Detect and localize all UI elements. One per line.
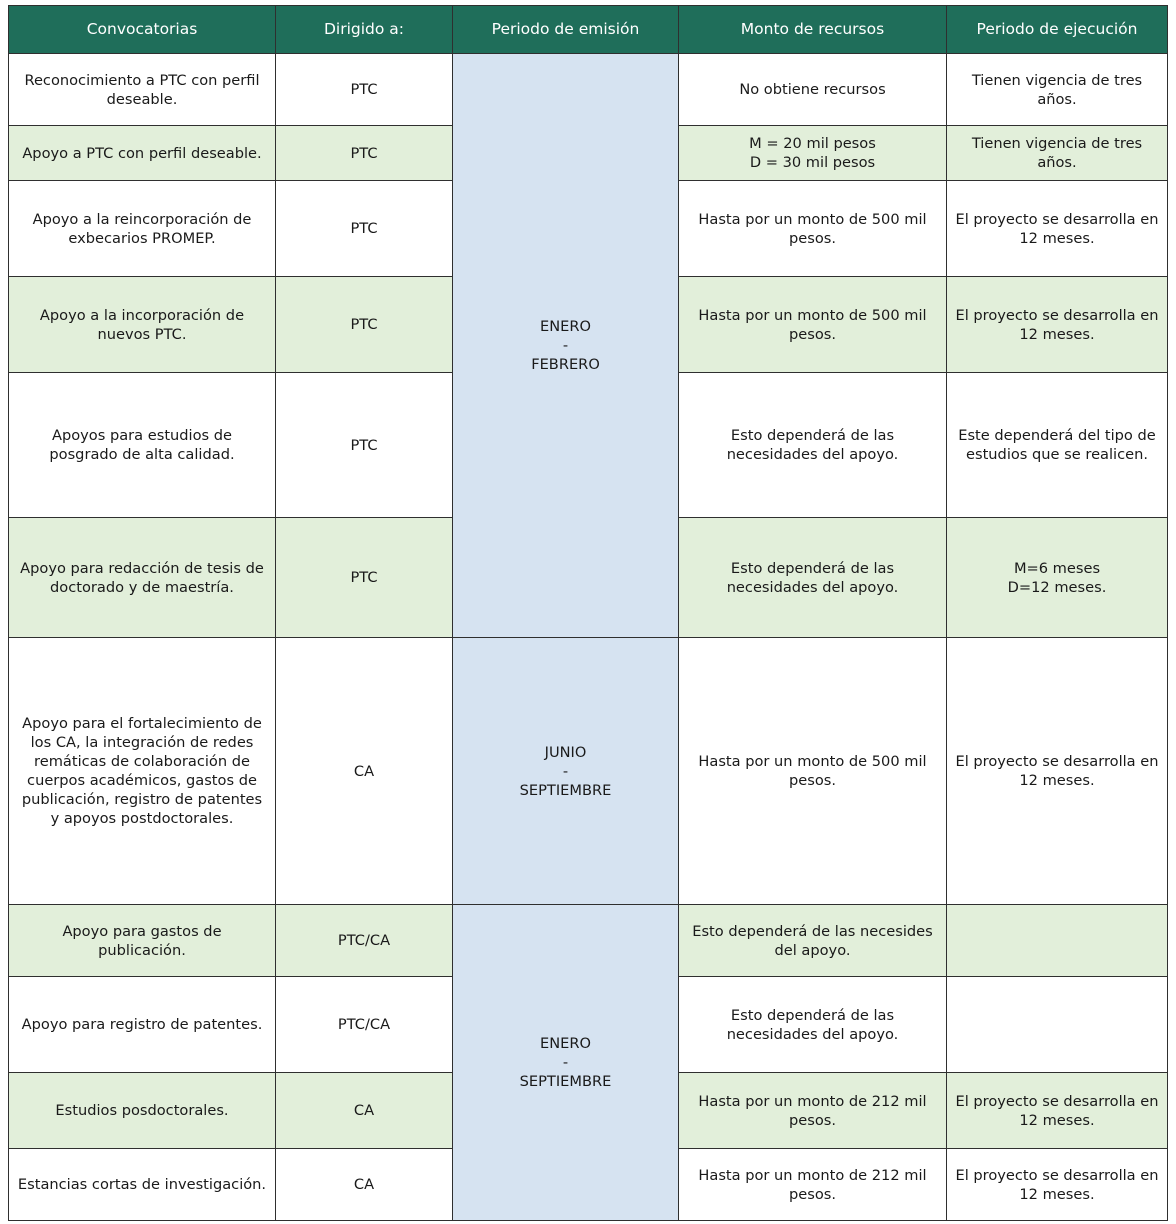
cell-dirigido: CA [276, 1149, 453, 1221]
cell-monto: Esto dependerá de las necesidades del apoyo. [679, 373, 947, 518]
cell-convocatoria: Apoyo para redacción de tesis de doctorado y de maestría. [9, 518, 276, 638]
cell-ejecucion: El proyecto se desarrolla en 12 meses. [947, 638, 1168, 905]
cell-ejecucion: Este dependerá del tipo de estudios que se realicen. [947, 373, 1168, 518]
cell-convocatoria: Apoyo para el fortalecimiento de los CA, la integración de redes remáticas de colaboración de cuerpos académicos, gastos de publicación, registro de patentes y apoyos postdoctorales. [9, 638, 276, 905]
period-line: - [562, 762, 569, 780]
cell-dirigido: CA [276, 638, 453, 905]
ejecucion-line: M=6 meses [1013, 559, 1101, 577]
cell-monto: Hasta por un monto de 212 mil pesos. [679, 1149, 947, 1221]
header-monto: Monto de recursos [679, 6, 947, 54]
cell-monto: Esto dependerá de las necesidades del apoyo. [679, 518, 947, 638]
cell-monto: Hasta por un monto de 500 mil pesos. [679, 277, 947, 373]
cell-monto: Esto dependerá de las necesidades del apoyo. [679, 977, 947, 1073]
cell-dirigido: CA [276, 1073, 453, 1149]
cell-convocatoria: Estancias cortas de investigación. [9, 1149, 276, 1221]
period-line: ENERO [540, 318, 591, 335]
period-line: - [562, 1054, 569, 1071]
period-line: SEPTIEMBRE [519, 1073, 612, 1090]
monto-line: D = 30 mil pesos [749, 154, 876, 171]
table-row [9, 905, 1168, 977]
period-line: FEBRERO [531, 356, 600, 373]
cell-dirigido: PTC [276, 54, 453, 126]
cell-convocatoria: Apoyo para gastos de publicación. [9, 905, 276, 977]
header-periodo-ejecucion: Periodo de ejecución [947, 6, 1168, 54]
cell-dirigido: PTC [276, 518, 453, 638]
cell-convocatoria: Apoyo a PTC con perfil deseable. [9, 126, 276, 181]
header-row [9, 6, 1168, 54]
header-dirigido: Dirigido a: [276, 6, 453, 54]
cell-periodo-junio-septiembre [453, 638, 679, 905]
cell-monto: Hasta por un monto de 500 mil pesos. [679, 181, 947, 277]
period-line: SEPTIEMBRE [519, 781, 612, 799]
cell-ejecucion: Tienen vigencia de tres años. [947, 126, 1168, 181]
cell-dirigido: PTC [276, 126, 453, 181]
cell-ejecucion [947, 518, 1168, 638]
cell-convocatoria: Apoyo para registro de patentes. [9, 977, 276, 1073]
cell-convocatoria: Estudios posdoctorales. [9, 1073, 276, 1149]
cell-dirigido: PTC [276, 181, 453, 277]
cell-convocatoria: Apoyo a la reincorporación de exbecarios PROMEP. [9, 181, 276, 277]
period-line: - [562, 337, 569, 354]
cell-dirigido: PTC [276, 277, 453, 373]
cell-monto: Hasta por un monto de 212 mil pesos. [679, 1073, 947, 1149]
cell-dirigido: PTC/CA [276, 905, 453, 977]
convocatorias-table [8, 5, 1168, 1221]
cell-ejecucion [947, 905, 1168, 977]
cell-ejecucion: El proyecto se desarrolla en 12 meses. [947, 181, 1168, 277]
monto-line: M = 20 mil pesos [749, 135, 876, 152]
cell-ejecucion: Tienen vigencia de tres años. [947, 54, 1168, 126]
cell-ejecucion [947, 977, 1168, 1073]
cell-periodo-enero-septiembre [453, 905, 679, 1221]
cell-convocatoria: Reconocimiento a PTC con perfil deseable. [9, 54, 276, 126]
header-convocatorias: Convocatorias [9, 6, 276, 54]
table-row [9, 638, 1168, 905]
cell-ejecucion: El proyecto se desarrolla en 12 meses. [947, 277, 1168, 373]
cell-convocatoria: Apoyos para estudios de posgrado de alta calidad. [9, 373, 276, 518]
cell-dirigido: PTC/CA [276, 977, 453, 1073]
cell-monto [679, 126, 947, 181]
cell-convocatoria: Apoyo a la incorporación de nuevos PTC. [9, 277, 276, 373]
period-line: ENERO [540, 1035, 591, 1052]
table-row [9, 54, 1168, 126]
cell-monto: Hasta por un monto de 500 mil pesos. [679, 638, 947, 905]
ejecucion-line: D=12 meses. [1007, 578, 1107, 596]
cell-monto: Esto dependerá de las necesides del apoyo. [679, 905, 947, 977]
cell-dirigido: PTC [276, 373, 453, 518]
cell-ejecucion: El proyecto se desarrolla en 12 meses. [947, 1149, 1168, 1221]
header-periodo-emision: Periodo de emisión [453, 6, 679, 54]
cell-ejecucion: El proyecto se desarrolla en 12 meses. [947, 1073, 1168, 1149]
cell-monto: No obtiene recursos [679, 54, 947, 126]
cell-periodo-enero-febrero [453, 54, 679, 638]
period-line: JUNIO [544, 743, 587, 761]
